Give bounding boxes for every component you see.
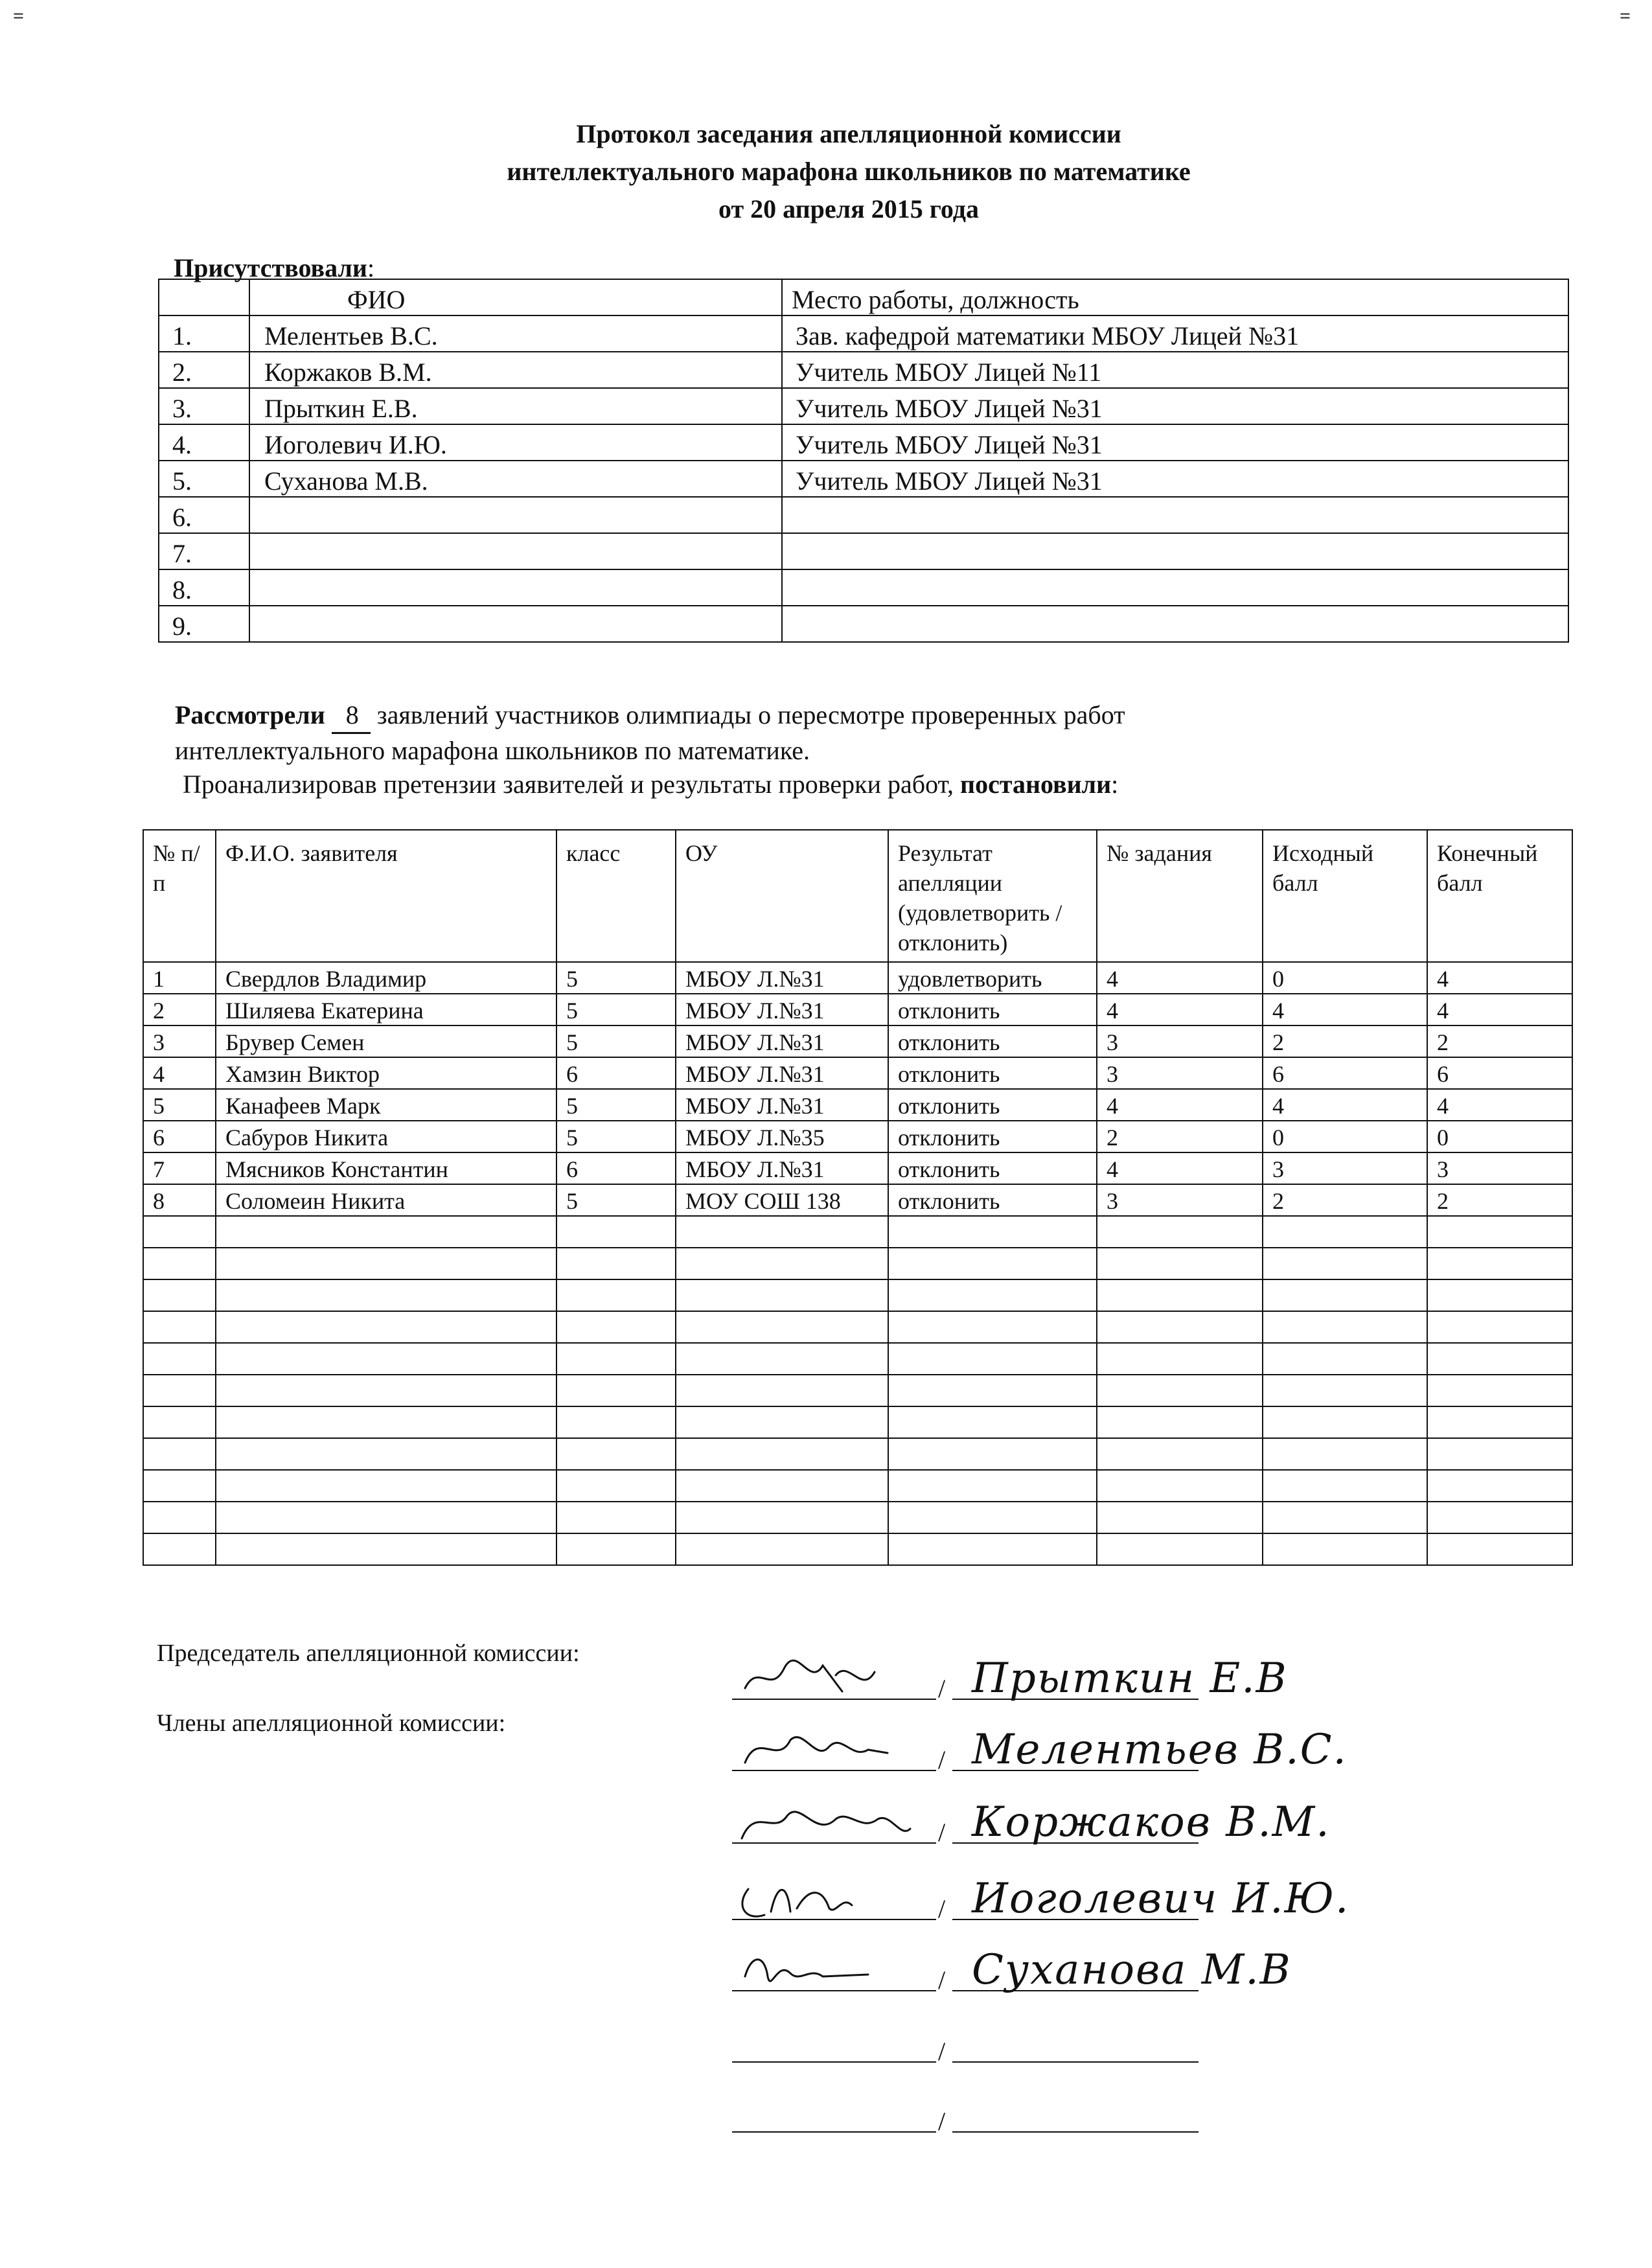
- appeals-cell-col-school: МБОУ Л.№31: [676, 1089, 888, 1121]
- signature-slash: /: [938, 1894, 946, 1923]
- appeals-cell-col-name: Свердлов Владимир: [216, 962, 556, 994]
- signature-line: [732, 1875, 1350, 1924]
- appeals-empty-cell: [216, 1248, 556, 1279]
- appeals-empty-cell: [143, 1279, 216, 1311]
- appeals-empty-cell: [143, 1311, 216, 1343]
- present-row-name: [249, 606, 782, 642]
- present-row-position: Зав. кафедрой математики МБОУ Лицей №31: [782, 315, 1568, 352]
- appeals-cell-col-initial-score: 2: [1263, 1184, 1427, 1216]
- signature-line: [732, 2021, 1199, 2067]
- appeals-empty-cell: [888, 1533, 1097, 1565]
- handwritten-name: Суханова М.В: [972, 1946, 1292, 1994]
- appeals-empty-cell: [676, 1248, 888, 1279]
- appeals-row: [143, 1089, 1572, 1121]
- appeals-empty-cell: [676, 1279, 888, 1311]
- appeals-header-col-school: ОУ: [676, 830, 888, 962]
- appeals-header-col-name: Ф.И.О. заявителя: [216, 830, 556, 962]
- appeals-empty-cell: [1263, 1470, 1427, 1502]
- appeals-empty-cell: [1427, 1216, 1572, 1248]
- appeals-cell-col-final-score: 4: [1427, 994, 1572, 1025]
- appeals-empty-cell: [1263, 1406, 1427, 1438]
- handwritten-signature: [739, 1800, 920, 1851]
- handwritten-name: Прыткин Е.В: [972, 1655, 1288, 1702]
- appeals-empty-cell: [676, 1533, 888, 1565]
- appeals-empty-cell: [676, 1311, 888, 1343]
- appeals-empty-cell: [1263, 1248, 1427, 1279]
- appeals-empty-cell: [556, 1311, 676, 1343]
- appeals-cell-col-result: отклонить: [888, 1025, 1097, 1057]
- appeals-cell-col-result: отклонить: [888, 1184, 1097, 1216]
- appeals-cell-col-class: 6: [556, 1152, 676, 1184]
- present-header-position: Место работы, должность: [782, 279, 1568, 315]
- appeals-empty-cell: [556, 1438, 676, 1470]
- appeals-cell-col-final-score: 2: [1427, 1025, 1572, 1057]
- handwritten-signature: [739, 1727, 920, 1779]
- appeals-cell-col-initial-score: 4: [1263, 994, 1427, 1025]
- present-row-position: [782, 497, 1568, 533]
- appeals-empty-cell: [216, 1470, 556, 1502]
- appeals-cell-col-task: 4: [1097, 1089, 1263, 1121]
- present-row-position: Учитель МБОУ Лицей №31: [782, 388, 1568, 424]
- appeals-empty-cell: [888, 1311, 1097, 1343]
- appeals-cell-col-school: МБОУ Л.№31: [676, 1057, 888, 1089]
- appeals-empty-cell: [556, 1470, 676, 1502]
- appeals-cell-col-final-score: 4: [1427, 962, 1572, 994]
- appeals-empty-cell: [1427, 1375, 1572, 1406]
- appeals-empty-row: [143, 1406, 1572, 1438]
- appeals-empty-row: [143, 1279, 1572, 1311]
- handwritten-name: Иоголевич И.Ю.: [972, 1875, 1350, 1923]
- appeals-cell-col-num: 3: [143, 1025, 216, 1057]
- signature-line: [732, 1798, 1331, 1848]
- scan-mark-right: =: [1620, 5, 1631, 27]
- appeals-cell-col-result: отклонить: [888, 994, 1097, 1025]
- appeals-empty-cell: [216, 1343, 556, 1375]
- signature-slash: /: [938, 1745, 946, 1774]
- appeals-empty-cell: [1097, 1470, 1263, 1502]
- appeals-cell-col-num: 7: [143, 1152, 216, 1184]
- appeals-empty-cell: [1097, 1406, 1263, 1438]
- appeals-cell-col-num: 5: [143, 1089, 216, 1121]
- appeals-empty-cell: [1097, 1279, 1263, 1311]
- appeals-header-col-num: № п/п: [143, 830, 216, 962]
- present-row: [159, 606, 1568, 642]
- appeals-empty-cell: [556, 1533, 676, 1565]
- signature-stroke: [742, 1889, 852, 1916]
- appeals-header-col-initial-score: Исходный балл: [1263, 830, 1427, 962]
- appeals-header-col-class: класс: [556, 830, 676, 962]
- appeals-cell-col-final-score: 2: [1427, 1184, 1572, 1216]
- document-title: [0, 115, 1652, 228]
- present-label-text: Присутствовали: [174, 253, 367, 282]
- present-row-name: [249, 569, 782, 606]
- appeals-cell-col-final-score: 3: [1427, 1152, 1572, 1184]
- signature-slash: /: [938, 1818, 946, 1847]
- appeals-row: [143, 1025, 1572, 1057]
- present-table: [158, 279, 1569, 643]
- appeals-empty-cell: [888, 1216, 1097, 1248]
- present-row-position: [782, 533, 1568, 569]
- appeals-row: [143, 1121, 1572, 1152]
- present-row-position: [782, 569, 1568, 606]
- appeals-cell-col-class: 5: [556, 1121, 676, 1152]
- title-line-3: от 20 апреля 2015 года: [718, 194, 979, 223]
- appeals-empty-cell: [216, 1375, 556, 1406]
- present-table-body: [159, 279, 1568, 642]
- appeals-empty-cell: [143, 1470, 216, 1502]
- appeals-cell-col-name: Соломеин Никита: [216, 1184, 556, 1216]
- appeals-cell-col-class: 5: [556, 994, 676, 1025]
- appeals-cell-col-school: МОУ СОШ 138: [676, 1184, 888, 1216]
- decided-colon: :: [1111, 770, 1119, 799]
- signature-line: [732, 1655, 1288, 1704]
- appeals-empty-cell: [1427, 1343, 1572, 1375]
- present-row-position: Учитель МБОУ Лицей №31: [782, 424, 1568, 461]
- appeals-empty-cell: [1427, 1311, 1572, 1343]
- appeals-empty-row: [143, 1533, 1572, 1565]
- appeals-empty-cell: [1427, 1438, 1572, 1470]
- appeals-empty-cell: [143, 1438, 216, 1470]
- appeals-empty-cell: [216, 1216, 556, 1248]
- appeals-empty-cell: [556, 1406, 676, 1438]
- considered-line-3: [175, 768, 1568, 801]
- appeals-empty-cell: [143, 1216, 216, 1248]
- present-row: [159, 569, 1568, 606]
- appeals-empty-cell: [1263, 1375, 1427, 1406]
- appeals-empty-cell: [676, 1216, 888, 1248]
- appeals-empty-cell: [1097, 1533, 1263, 1565]
- appeals-empty-cell: [1263, 1279, 1427, 1311]
- appeals-cell-col-school: МБОУ Л.№31: [676, 1025, 888, 1057]
- present-row: [159, 315, 1568, 352]
- appeals-cell-col-num: 1: [143, 962, 216, 994]
- considered-line-1: [175, 698, 1568, 734]
- present-row-position: Учитель МБОУ Лицей №11: [782, 352, 1568, 388]
- appeals-cell-col-task: 4: [1097, 962, 1263, 994]
- considered-count: 8: [332, 698, 371, 734]
- signature-slash: /: [938, 1965, 946, 1995]
- appeals-row: [143, 962, 1572, 994]
- appeals-empty-cell: [676, 1470, 888, 1502]
- appeals-empty-cell: [1097, 1216, 1263, 1248]
- appeals-empty-cell: [216, 1279, 556, 1311]
- appeals-empty-cell: [1097, 1343, 1263, 1375]
- appeals-cell-col-task: 3: [1097, 1057, 1263, 1089]
- present-header-num: [159, 279, 249, 315]
- scan-mark-left: =: [13, 5, 25, 27]
- appeals-empty-cell: [216, 1438, 556, 1470]
- present-row-num: 8.: [159, 569, 249, 606]
- appeals-empty-cell: [1427, 1470, 1572, 1502]
- appeals-empty-cell: [676, 1375, 888, 1406]
- considered-label: Рассмотрели: [175, 700, 325, 729]
- present-row: [159, 352, 1568, 388]
- appeals-empty-cell: [556, 1248, 676, 1279]
- present-row-name: Прыткин Е.В.: [249, 388, 782, 424]
- appeals-empty-cell: [143, 1533, 216, 1565]
- appeals-cell-col-class: 6: [556, 1057, 676, 1089]
- considered-text-1: заявлений участников олимпиады о пересмотре проверенных работ: [376, 700, 1125, 729]
- present-row: [159, 388, 1568, 424]
- appeals-cell-col-task: 3: [1097, 1184, 1263, 1216]
- appeals-empty-row: [143, 1438, 1572, 1470]
- appeals-empty-cell: [888, 1248, 1097, 1279]
- name-blank: [952, 2061, 1199, 2063]
- appeals-empty-cell: [1263, 1502, 1427, 1533]
- appeals-cell-col-school: МБОУ Л.№35: [676, 1121, 888, 1152]
- appeals-empty-cell: [1427, 1533, 1572, 1565]
- signature-stroke: [745, 1660, 875, 1691]
- appeals-empty-row: [143, 1216, 1572, 1248]
- present-row: [159, 461, 1568, 497]
- appeals-cell-col-initial-score: 0: [1263, 1121, 1427, 1152]
- appeals-cell-col-task: 4: [1097, 1152, 1263, 1184]
- appeals-cell-col-name: Шиляева Екатерина: [216, 994, 556, 1025]
- signature-stroke: [745, 1960, 868, 1981]
- appeals-cell-col-school: МБОУ Л.№31: [676, 994, 888, 1025]
- appeals-cell-col-school: МБОУ Л.№31: [676, 1152, 888, 1184]
- appeals-cell-col-class: 5: [556, 1184, 676, 1216]
- appeals-empty-cell: [1097, 1502, 1263, 1533]
- appeals-row: [143, 1184, 1572, 1216]
- appeals-empty-row: [143, 1375, 1572, 1406]
- signature-blank: [732, 2131, 936, 2133]
- present-row: [159, 497, 1568, 533]
- considered-paragraph: [175, 698, 1568, 801]
- present-row-num: 5.: [159, 461, 249, 497]
- present-row-name: Суханова М.В.: [249, 461, 782, 497]
- appeals-cell-col-initial-score: 4: [1263, 1089, 1427, 1121]
- handwritten-signature: [739, 1876, 920, 1928]
- appeals-empty-cell: [888, 1502, 1097, 1533]
- appeals-empty-cell: [143, 1406, 216, 1438]
- appeals-empty-cell: [556, 1216, 676, 1248]
- appeals-cell-col-task: 2: [1097, 1121, 1263, 1152]
- appeals-empty-cell: [676, 1406, 888, 1438]
- appeals-empty-cell: [888, 1406, 1097, 1438]
- appeals-empty-cell: [1263, 1343, 1427, 1375]
- present-row-name: Коржаков В.М.: [249, 352, 782, 388]
- appeals-empty-cell: [1427, 1279, 1572, 1311]
- appeals-cell-col-num: 8: [143, 1184, 216, 1216]
- appeals-empty-cell: [676, 1343, 888, 1375]
- appeals-empty-cell: [143, 1343, 216, 1375]
- title-line-2: интеллектуального марафона школьников по математике: [507, 157, 1191, 186]
- appeals-empty-cell: [888, 1343, 1097, 1375]
- appeals-empty-row: [143, 1311, 1572, 1343]
- appeals-header-row: [143, 830, 1572, 962]
- signature-slash: /: [938, 2037, 946, 2066]
- appeals-empty-row: [143, 1248, 1572, 1279]
- present-row-name: [249, 497, 782, 533]
- appeals-cell-col-result: отклонить: [888, 1089, 1097, 1121]
- appeals-empty-cell: [556, 1502, 676, 1533]
- present-row-num: 7.: [159, 533, 249, 569]
- appeals-cell-col-final-score: 6: [1427, 1057, 1572, 1089]
- signature-stroke: [745, 1737, 888, 1763]
- appeals-empty-cell: [1427, 1502, 1572, 1533]
- present-row-name: Иоголевич И.Ю.: [249, 424, 782, 461]
- present-row: [159, 424, 1568, 461]
- appeals-row: [143, 1057, 1572, 1089]
- appeals-header-col-task: № задания: [1097, 830, 1263, 962]
- considered-text-2: интеллектуального марафона школьников по математике.: [175, 736, 810, 765]
- present-row: [159, 533, 1568, 569]
- appeals-cell-col-name: Мясников Константин: [216, 1152, 556, 1184]
- appeals-cell-col-class: 5: [556, 1025, 676, 1057]
- appeals-empty-cell: [676, 1502, 888, 1533]
- appeals-cell-col-final-score: 0: [1427, 1121, 1572, 1152]
- present-row-num: 9.: [159, 606, 249, 642]
- appeals-empty-cell: [1097, 1248, 1263, 1279]
- handwritten-name: Коржаков В.М.: [972, 1798, 1331, 1846]
- appeals-empty-cell: [676, 1438, 888, 1470]
- title-line-1: Протокол заседания апелляционной комиссии: [576, 119, 1121, 148]
- present-row-name: [249, 533, 782, 569]
- appeals-cell-col-initial-score: 2: [1263, 1025, 1427, 1057]
- appeals-empty-cell: [1097, 1375, 1263, 1406]
- appeals-cell-col-class: 5: [556, 1089, 676, 1121]
- appeals-cell-col-name: Хамзин Виктор: [216, 1057, 556, 1089]
- present-header-row: [159, 279, 1568, 315]
- appeals-cell-col-task: 4: [1097, 994, 1263, 1025]
- appeals-empty-cell: [1263, 1216, 1427, 1248]
- appeals-cell-col-name: Брувер Семен: [216, 1025, 556, 1057]
- name-blank: [952, 2131, 1199, 2133]
- handwritten-name: Мелентьев В.С.: [972, 1726, 1348, 1774]
- appeals-empty-cell: [1097, 1311, 1263, 1343]
- appeals-table: [143, 829, 1573, 1566]
- present-header-name: ФИО: [249, 279, 782, 315]
- appeals-cell-col-result: отклонить: [888, 1152, 1097, 1184]
- present-label-colon: :: [367, 253, 375, 282]
- signature-slash: /: [938, 1674, 946, 1703]
- appeals-empty-cell: [216, 1406, 556, 1438]
- signature-line: [732, 1946, 1292, 1995]
- appeals-empty-cell: [1263, 1533, 1427, 1565]
- appeals-empty-cell: [1263, 1311, 1427, 1343]
- signature-blank: [732, 2061, 936, 2063]
- appeals-cell-col-task: 3: [1097, 1025, 1263, 1057]
- appeals-empty-cell: [216, 1533, 556, 1565]
- appeals-table-body: [143, 830, 1572, 1565]
- considered-text-3: Проанализировав претензии заявителей и результаты проверки работ,: [183, 770, 954, 799]
- appeals-empty-row: [143, 1343, 1572, 1375]
- appeals-cell-col-num: 6: [143, 1121, 216, 1152]
- appeals-empty-cell: [888, 1470, 1097, 1502]
- appeals-cell-col-name: Сабуров Никита: [216, 1121, 556, 1152]
- present-row-num: 4.: [159, 424, 249, 461]
- appeals-row: [143, 994, 1572, 1025]
- appeals-cell-col-initial-score: 6: [1263, 1057, 1427, 1089]
- appeals-empty-cell: [888, 1438, 1097, 1470]
- appeals-empty-cell: [888, 1375, 1097, 1406]
- signature-line: [732, 2091, 1199, 2136]
- present-row-num: 3.: [159, 388, 249, 424]
- present-row-position: Учитель МБОУ Лицей №31: [782, 461, 1568, 497]
- appeals-cell-col-result: удовлетворить: [888, 962, 1097, 994]
- present-row-position: [782, 606, 1568, 642]
- appeals-empty-cell: [1263, 1438, 1427, 1470]
- signature-line: [732, 1726, 1348, 1775]
- appeals-empty-cell: [216, 1502, 556, 1533]
- appeals-empty-cell: [1427, 1248, 1572, 1279]
- appeals-cell-col-initial-score: 3: [1263, 1152, 1427, 1184]
- appeals-cell-col-name: Канафеев Марк: [216, 1089, 556, 1121]
- appeals-empty-cell: [1097, 1438, 1263, 1470]
- appeals-empty-cell: [143, 1375, 216, 1406]
- present-row-num: 2.: [159, 352, 249, 388]
- appeals-cell-col-final-score: 4: [1427, 1089, 1572, 1121]
- appeals-empty-cell: [888, 1279, 1097, 1311]
- present-row-name: Мелентьев В.С.: [249, 315, 782, 352]
- signature-slash: /: [938, 2107, 946, 2136]
- handwritten-signature: [739, 1947, 920, 1999]
- appeals-cell-col-class: 5: [556, 962, 676, 994]
- present-row-num: 1.: [159, 315, 249, 352]
- appeals-cell-col-school: МБОУ Л.№31: [676, 962, 888, 994]
- appeals-empty-cell: [143, 1502, 216, 1533]
- appeals-cell-col-num: 2: [143, 994, 216, 1025]
- appeals-cell-col-result: отклонить: [888, 1057, 1097, 1089]
- appeals-empty-row: [143, 1470, 1572, 1502]
- appeals-empty-row: [143, 1502, 1572, 1533]
- appeals-row: [143, 1152, 1572, 1184]
- appeals-empty-cell: [143, 1248, 216, 1279]
- handwritten-signature: [739, 1656, 920, 1708]
- chair-label: Председатель апелляционной комиссии:: [157, 1640, 580, 1667]
- signature-stroke: [742, 1812, 910, 1838]
- appeals-empty-cell: [556, 1343, 676, 1375]
- appeals-cell-col-initial-score: 0: [1263, 962, 1427, 994]
- appeals-empty-cell: [1427, 1406, 1572, 1438]
- present-row-num: 6.: [159, 497, 249, 533]
- members-label: Члены апелляционной комиссии:: [157, 1710, 506, 1737]
- decided-label: постановили: [960, 770, 1112, 799]
- appeals-header-col-final-score: Конечный балл: [1427, 830, 1572, 962]
- appeals-cell-col-num: 4: [143, 1057, 216, 1089]
- appeals-header-col-result: Результат апелляции (удовлетворить /отклонить): [888, 830, 1097, 962]
- appeals-empty-cell: [216, 1311, 556, 1343]
- appeals-empty-cell: [556, 1279, 676, 1311]
- appeals-cell-col-result: отклонить: [888, 1121, 1097, 1152]
- appeals-empty-cell: [556, 1375, 676, 1406]
